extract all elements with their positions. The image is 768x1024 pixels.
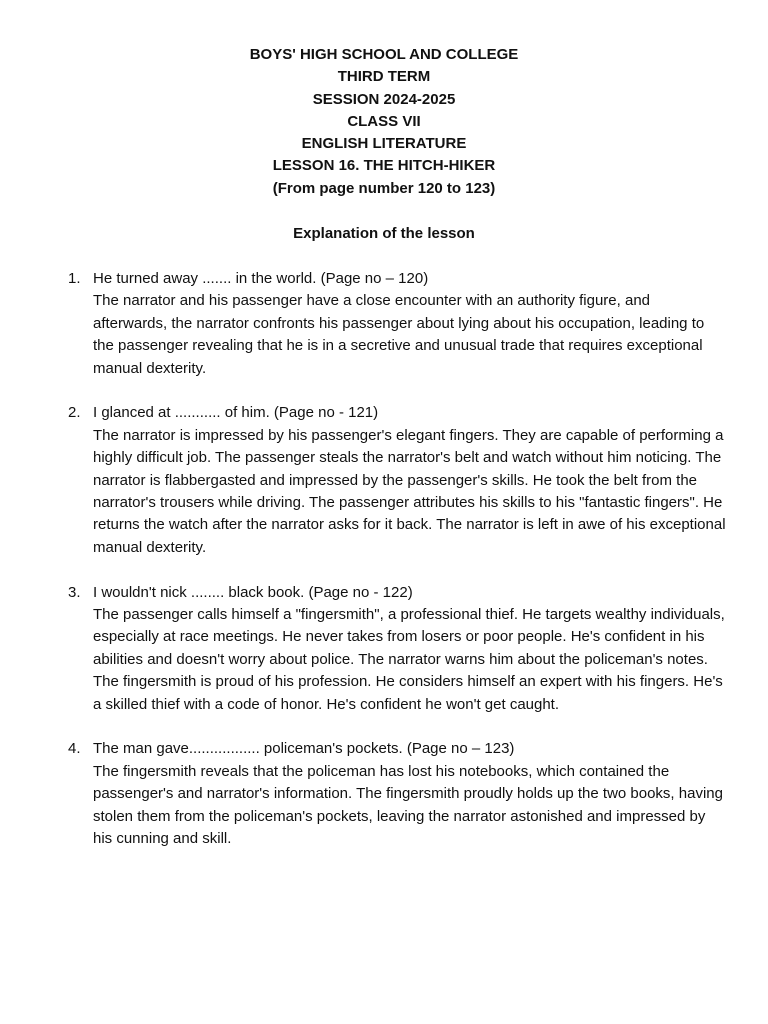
lesson-title: LESSON 16. THE HITCH-HIKER [272,157,496,175]
list-item [68,738,728,850]
school-name: BOYS' HIGH SCHOOL AND COLLEGE [249,46,519,63]
subject-label: ENGLISH LITERATURE [301,135,467,153]
section-heading: Explanation of the lesson [293,225,475,242]
item-reference: I wouldn't nick ........ black book. (Page no - 122) [93,583,413,601]
item-number: 2. [68,404,81,422]
item-number: 1. [68,270,81,287]
item-explanation: The narrator and his passenger have a close encounter with an authority figure, and afterwards, the narrator confronts his passenger about lying about his occupation, leading to the passenger revealing that he is in a secretive and unusual trade that requires exceptional manual dexterity. [93,292,705,377]
item-number: 4. [68,740,81,758]
item-explanation: The narrator is impressed by his passenger's elegant fingers. They are capable of performing a highly difficult job. The passenger steals the narrator's belt and watch without him noticing. The narrator is flabbergasted and impressed by the passenger's skills. He took the belt from the narrator's trousers while driving. The passenger attributes his skills to his "fantastic fingers". He returns the watch after the narrator asks for it back. The narrator is left in awe of his exceptional manual dexterity. [93,426,726,556]
term-label: THIRD TERM [337,68,431,86]
page-range: (From page number 120 to 123) [272,179,496,197]
item-explanation: The fingersmith reveals that the policeman has lost his notebooks, which contained the passenger's and narrator's information. The fingersmith proudly holds up the two books, having stolen them from the policeman's pockets, leaving the narrator astonished and impressed by his cunning and skill. [93,762,723,848]
item-explanation: The passenger calls himself a "fingersmith", a professional thief. He targets wealthy individuals, especially at race meetings. He never takes from losers or poor people. He's confident in his abilities and doesn't worry about police. The narrator warns him about the policeman's notes. The fingersmith is proud of his profession. He considers himself an expert with his fingers. He's a skilled thief with a code of honor. He's confident he won't get caught. [93,606,725,713]
list-item [68,402,728,559]
item-reference: I glanced at ........... of him. (Page no - 121) [93,404,379,422]
item-reference: The man gave................. policeman's pockets. (Page no – 123) [93,740,515,758]
list-item [68,268,728,380]
document-header [0,44,768,200]
item-reference: He turned away ....... in the world. (Page no – 120) [93,270,429,287]
item-number: 3. [68,583,81,601]
class-label: CLASS VII [347,112,421,130]
session-label: SESSION 2024-2025 [312,90,456,108]
list-item [68,582,728,716]
explanation-list [68,268,728,873]
